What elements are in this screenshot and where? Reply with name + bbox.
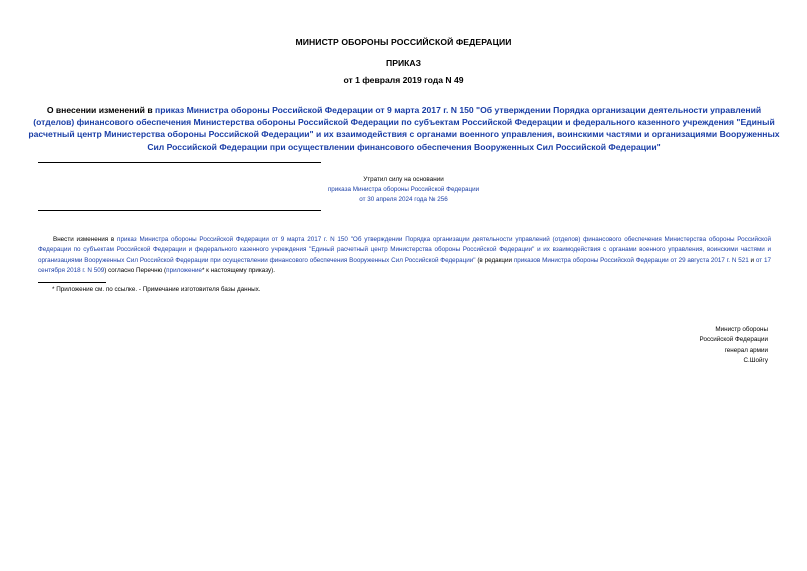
body-paragraph xyxy=(38,235,771,276)
divider-top xyxy=(38,162,321,163)
revoked-line-1: Утратил силу на основании xyxy=(363,176,444,183)
footnote-rule xyxy=(38,282,106,283)
revoked-order-link[interactable]: приказа Министра обороны Российской Федерации xyxy=(327,186,480,194)
body-order-link[interactable]: приказ Министра обороны Российской Федерации от 9 марта 2017 г. N 150 "Об утверждении Порядка организации деятельности управлений (отделов) финансового обеспечения Министерства обороны Российской Федерации по субъектам Российской Федерации и федерального казенного учреждения "Единый расчетный центр Министерства обороны Российской Федерации" и их взаимодействия с органами военного управления, воинскими частями и организациями Вооруженных Сил Российской Федерации при осуществлении финансового обеспечения Вооруженных Сил Российской Федерации" xyxy=(38,236,772,264)
body-text-4: ) согласно Перечню ( xyxy=(104,266,167,274)
signature-name: С.Шойгу xyxy=(743,356,768,364)
signature-line-1: Министр обороны xyxy=(715,326,768,333)
body-text-1: Внести изменения в xyxy=(53,236,118,243)
divider-bottom xyxy=(38,210,321,211)
body-amendment-2018-link[interactable]: от 17 сентября 2018 г. N 509 xyxy=(38,256,771,274)
title-order-link[interactable]: приказ Министра обороны Российской Федерации от 9 марта 2017 г. N 150 "Об утверждении Порядка организации деятельности управлений (отделов) финансового обеспечения Министерства обороны Российской Федерации по субъектам Российской Федерации и федерального казенного учреждения "Единый расчетный центр Министерства обороны Российской Федерации" и их взаимодействия с органами военного управления, воинскими частями и организациями Вооруженных Сил Российской Федерации при осуществлении финансового обеспечения Вооруженных Сил Российской Федерации" xyxy=(28,105,780,152)
signature-line-3: генерал армии xyxy=(724,346,768,354)
revoked-order-date-link[interactable]: от 30 апреля 2024 года № 256 xyxy=(359,196,448,204)
signature-block xyxy=(600,325,768,366)
document-date-number: от 1 февраля 2019 года N 49 xyxy=(343,75,464,85)
footnote-text: * Приложение см. по ссылке. - Примечание изготовителя базы данных. xyxy=(52,286,261,293)
body-text-2: (в редакции xyxy=(475,256,514,264)
revoked-notice xyxy=(300,175,507,206)
ministry-heading: МИНИСТР ОБОРОНЫ РОССИЙСКОЙ ФЕДЕРАЦИИ xyxy=(295,37,512,47)
body-amendments-link[interactable]: приказов Министра обороны Российской Федерации от 29 августа 2017 г. N 521 xyxy=(513,256,749,264)
body-text-3: и xyxy=(748,256,756,264)
title-prefix: О внесении изменений в xyxy=(46,105,155,115)
signature-line-2: Российской Федерации xyxy=(699,336,768,344)
body-appendix-link[interactable]: приложение xyxy=(166,266,202,274)
body-text-5: * к настоящему приказу). xyxy=(201,266,276,274)
document-title xyxy=(28,104,780,153)
document-type-heading: ПРИКАЗ xyxy=(386,58,421,68)
